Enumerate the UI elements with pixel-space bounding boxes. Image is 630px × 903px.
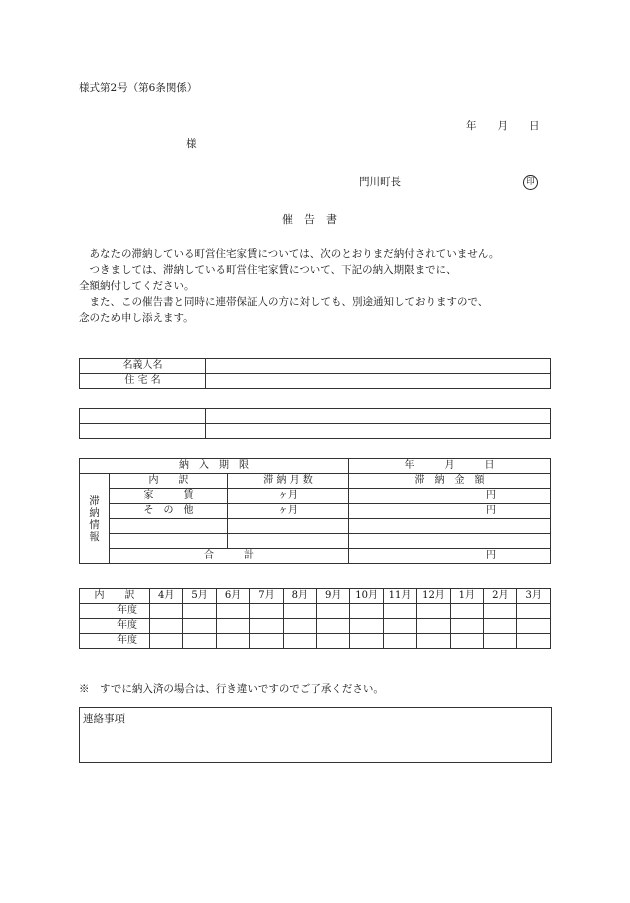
col-header-item: 内 訳 [110, 474, 228, 489]
month-cell[interactable] [150, 619, 183, 634]
col-header-months: 滞 納 月 数 [228, 474, 349, 489]
deadline-value[interactable]: 年 月 日 [349, 459, 551, 474]
month-cell[interactable] [183, 634, 216, 649]
arrears-months[interactable]: ヶ月 [228, 489, 349, 504]
month-cell[interactable] [150, 604, 183, 619]
total-amount[interactable]: 円 [349, 549, 551, 564]
month-cell[interactable] [350, 619, 383, 634]
arrears-months[interactable]: ヶ月 [228, 504, 349, 519]
month-cell[interactable] [317, 619, 350, 634]
month-header: 1月 [450, 589, 483, 604]
body-line: つきましては、滞納している町営住宅家賃について、下記の納入期限までに、 [79, 264, 457, 276]
seal-mark [523, 175, 538, 190]
fiscal-year-label: 年度 [80, 604, 150, 619]
month-header: 5月 [183, 589, 216, 604]
house-value[interactable] [206, 374, 551, 389]
month-cell[interactable] [250, 619, 283, 634]
arrears-item[interactable] [110, 534, 228, 549]
month-cell[interactable] [517, 619, 551, 634]
month-cell[interactable] [517, 604, 551, 619]
month-cell[interactable] [183, 604, 216, 619]
body-line: あなたの滞納している町営住宅家賃については、次のとおりまだ納付されていません。 [79, 248, 500, 260]
arrears-months[interactable] [228, 534, 349, 549]
month-cell[interactable] [484, 604, 517, 619]
contact-label: 連絡事項 [83, 713, 125, 725]
month-header: 6月 [216, 589, 249, 604]
contact-box[interactable] [79, 707, 552, 763]
month-cell[interactable] [150, 634, 183, 649]
month-cell[interactable] [383, 604, 416, 619]
month-cell[interactable] [417, 619, 450, 634]
month-header: 12月 [417, 589, 450, 604]
fiscal-year-label: 年度 [80, 619, 150, 634]
blank-cell[interactable] [80, 424, 206, 439]
blank-cell[interactable] [206, 424, 551, 439]
month-cell[interactable] [450, 619, 483, 634]
month-header: 10月 [350, 589, 383, 604]
month-cell[interactable] [484, 634, 517, 649]
month-cell[interactable] [216, 619, 249, 634]
arrears-item: 家 賃 [110, 489, 228, 504]
issuer-name: 門川町長 [359, 176, 401, 188]
arrears-item: そ の 他 [110, 504, 228, 519]
arrears-section-label [80, 474, 110, 564]
payment-note: ※ すでに納入済の場合は、行き違いですのでご了承ください。 [79, 683, 384, 695]
name-value[interactable] [206, 359, 551, 374]
body-line: 念のため申し添えます。 [79, 312, 194, 324]
month-header: 8月 [283, 589, 316, 604]
month-header: 7月 [250, 589, 283, 604]
notice-body [79, 246, 559, 326]
monthly-table [79, 588, 551, 649]
arrears-months[interactable] [228, 519, 349, 534]
deadline-label: 納 入 期 限 [80, 459, 349, 474]
date-line: 年 月 日 [466, 120, 540, 132]
month-cell[interactable] [350, 604, 383, 619]
month-cell[interactable] [250, 604, 283, 619]
arrears-table [79, 458, 551, 564]
name-label: 名義人名 [80, 359, 206, 374]
month-cell[interactable] [283, 634, 316, 649]
blank-cell[interactable] [80, 409, 206, 424]
month-cell[interactable] [517, 634, 551, 649]
blank-cell[interactable] [206, 409, 551, 424]
tenant-info-table [79, 358, 551, 389]
month-header: 9月 [317, 589, 350, 604]
col-header-amount: 滞 納 金 額 [349, 474, 551, 489]
seal-text: 印 [523, 175, 538, 190]
body-line: 全額納付してください。 [79, 280, 195, 292]
month-cell[interactable] [216, 604, 249, 619]
monthly-header-label: 内 訳 [80, 589, 150, 604]
arrears-amount[interactable] [349, 519, 551, 534]
month-header: 4月 [150, 589, 183, 604]
month-cell[interactable] [183, 619, 216, 634]
arrears-amount[interactable]: 円 [349, 504, 551, 519]
month-cell[interactable] [484, 619, 517, 634]
month-cell[interactable] [417, 604, 450, 619]
document-title: 催 告 書 [282, 213, 337, 226]
house-label: 住 宅 名 [80, 374, 206, 389]
month-cell[interactable] [350, 634, 383, 649]
month-header: 11月 [383, 589, 416, 604]
form-number: 様式第2号（第6条関係） [79, 82, 198, 94]
addressee-suffix: 様 [186, 138, 197, 150]
month-cell[interactable] [250, 634, 283, 649]
month-cell[interactable] [383, 619, 416, 634]
month-header: 3月 [517, 589, 551, 604]
month-header: 2月 [484, 589, 517, 604]
month-cell[interactable] [417, 634, 450, 649]
fiscal-year-label: 年度 [80, 634, 150, 649]
month-cell[interactable] [283, 604, 316, 619]
month-cell[interactable] [317, 604, 350, 619]
arrears-section-text: 滞納情報 [89, 494, 100, 543]
blank-table [79, 408, 551, 439]
arrears-amount[interactable] [349, 534, 551, 549]
body-line: また、この催告書と同時に連帯保証人の方に対しても、別途通知しておりますので、 [79, 296, 489, 308]
month-cell[interactable] [450, 604, 483, 619]
month-cell[interactable] [216, 634, 249, 649]
month-cell[interactable] [283, 619, 316, 634]
arrears-item[interactable] [110, 519, 228, 534]
month-cell[interactable] [450, 634, 483, 649]
arrears-amount[interactable]: 円 [349, 489, 551, 504]
total-label: 合 計 [110, 549, 349, 564]
month-cell[interactable] [317, 634, 350, 649]
month-cell[interactable] [383, 634, 416, 649]
